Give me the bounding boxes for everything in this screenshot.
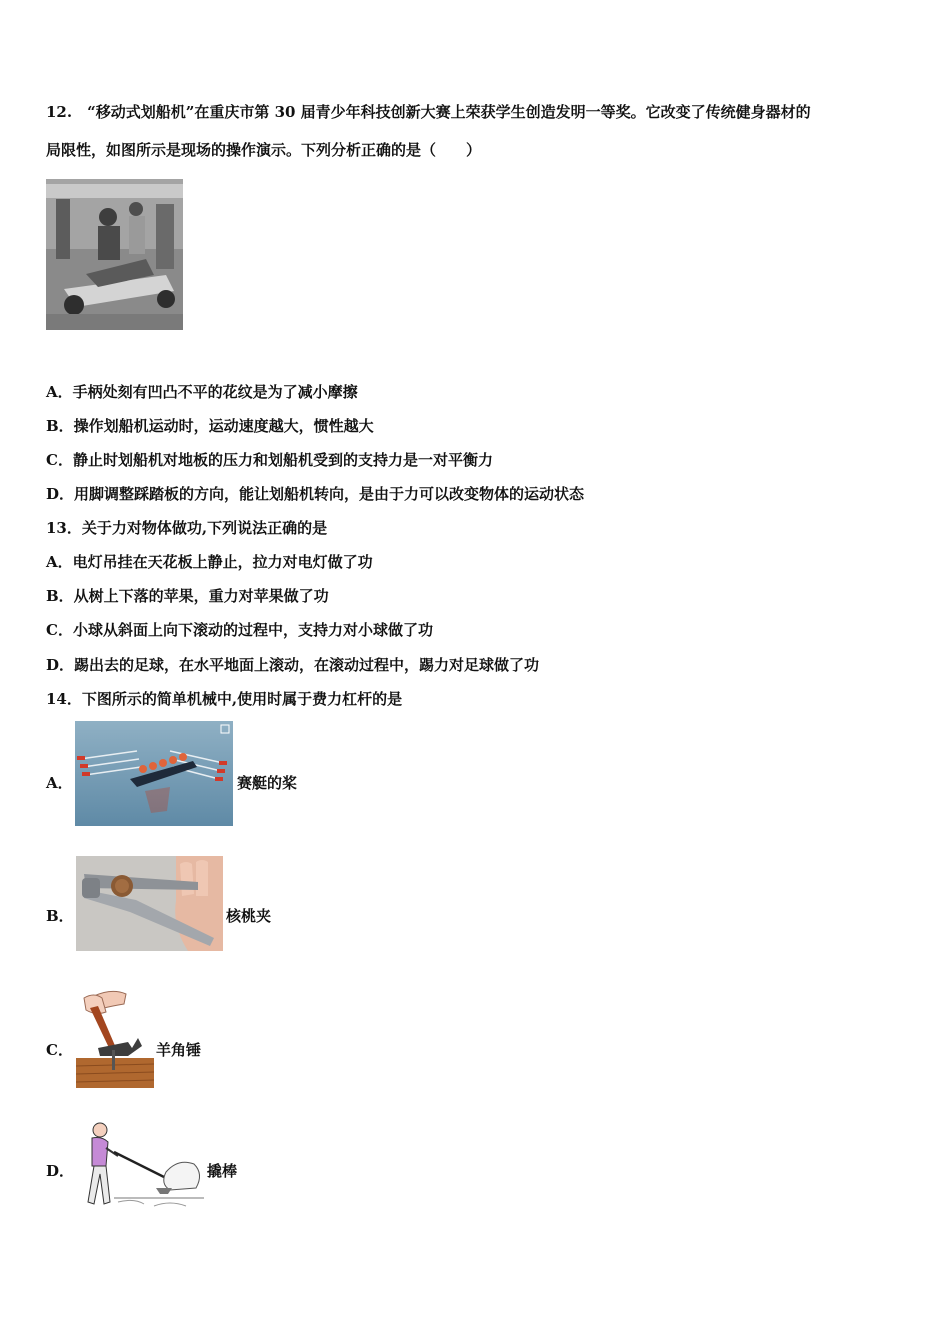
q12-stem-line1: 12. “移动式划船机”在重庆市第 30 届青少年科技创新大赛上荣获学生创造发明一等奖。它改变了传统健身器材的 (46, 103, 811, 121)
q12-stem-line2: 局限性，如图所示是现场的操作演示。下列分析正确的是（ ） (46, 141, 482, 159)
q13-stem: 13．关于力对物体做功,下列说法正确的是 (46, 519, 328, 537)
claw-hammer-drawing (76, 990, 154, 1088)
q14-option-c-label: C． (46, 1041, 73, 1059)
q12-option-a: A．手柄处刻有凹凸不平的花纹是为了减小摩擦 (46, 383, 358, 401)
q14-option-b-label: B． (46, 907, 74, 925)
q12-option-c: C．静止时划船机对地板的压力和划船机受到的支持力是一对平衡力 (46, 451, 493, 469)
q14-option-d-caption: 撬棒 (207, 1162, 238, 1180)
q13-option-a: A．电灯吊挂在天花板上静止，拉力对电灯做了功 (46, 553, 373, 571)
q13-option-c: C．小球从斜面上向下滚动的过程中，支持力对小球做了功 (46, 621, 433, 639)
q14-option-b-caption: 核桃夹 (226, 907, 272, 925)
q12-option-d: D．用脚调整踩踏板的方向，能让划船机转向，是由于力可以改变物体的运动状态 (46, 485, 585, 503)
nutcracker-photo (76, 856, 223, 951)
rowing-oars-photo (75, 721, 233, 826)
rowing-machine-photo (46, 179, 183, 330)
q13-option-b: B．从树上下落的苹果，重力对苹果做了功 (46, 587, 329, 605)
q14-option-c-caption: 羊角锤 (156, 1041, 202, 1059)
q14-option-a-caption: 赛艇的桨 (237, 774, 298, 792)
q13-option-d: D．踢出去的足球，在水平地面上滚动，在滚动过程中，踢力对足球做了功 (46, 656, 540, 674)
q14-stem: 14．下图所示的简单机械中,使用时属于费力杠杆的是 (46, 690, 403, 708)
q14-option-d-label: D． (46, 1162, 75, 1180)
q14-option-a-label: A． (46, 774, 73, 792)
crowbar-drawing (74, 1118, 206, 1212)
q12-option-b: B．操作划船机运动时，运动速度越大，惯性越大 (46, 417, 374, 435)
